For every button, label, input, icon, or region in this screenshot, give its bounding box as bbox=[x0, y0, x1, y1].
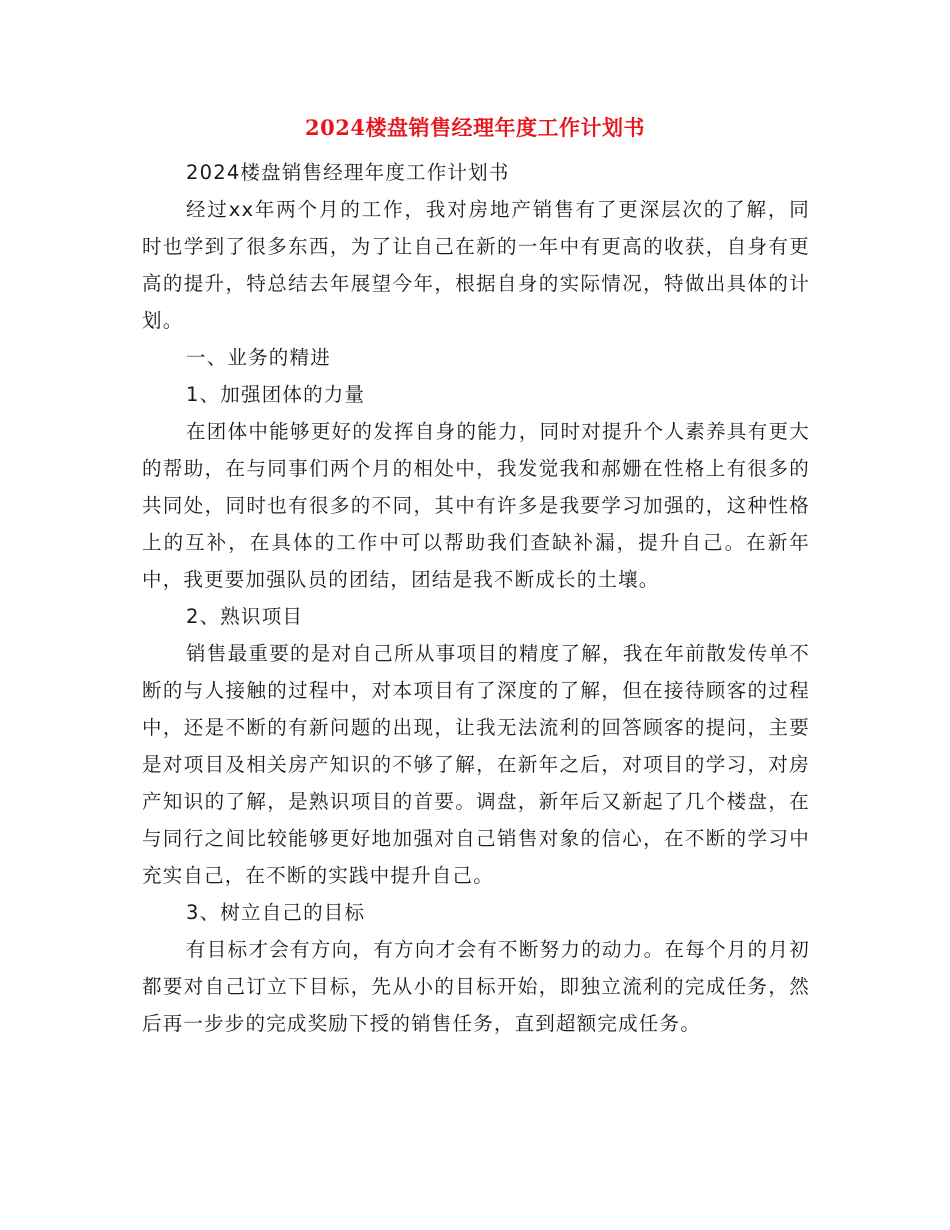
section-heading: 一、业务的精进 bbox=[186, 346, 331, 369]
document-body bbox=[142, 154, 810, 1042]
subsection-heading: 1、加强团体的力量 bbox=[186, 383, 366, 406]
body-paragraph: 销售最重要的是对自己所从事项目的精度了解，我在年前散发传单不断的与人接触的过程中，对本项目有了深度的了解，但在接待顾客的过程中，还是不断的有新问题的出现，让我无法流利的回答顾客的提问，主要是对项目及相关房产知识的不够了解，在新年之后，对项目的学习，对房产知识的了解，是熟识项目的首要。调盘，新年后又新起了几个楼盘，在与同行之间比较能够更好地加强对自己销售对象的信心，在不断的学习中充实自己，在不断的实践中提升自己。 bbox=[142, 642, 810, 887]
document-title: 2024楼盘销售经理年度工作计划书 bbox=[305, 115, 645, 140]
body-paragraph: 有目标才会有方向，有方向才会有不断努力的动力。在每个月的月初都要对自己订立下目标，先从小的目标开始，即独立流利的完成任务，然后再一步步的完成奖励下授的销售任务，直到超额完成任务。 bbox=[142, 938, 810, 1035]
body-paragraph: 在团体中能够更好的发挥自身的能力，同时对提升个人素养具有更大的帮助，在与同事们两个月的相处中，我发觉我和郝姗在性格上有很多的共同处，同时也有很多的不同，其中有许多是我要学习加强的，这种性格上的互补，在具体的工作中可以帮助我们查缺补漏，提升自己。在新年中，我更要加强队员的团结，团结是我不断成长的土壤。 bbox=[142, 420, 810, 591]
intro-paragraph: 经过xx年两个月的工作，我对房地产销售有了更深层次的了解，同时也学到了很多东西，为了让自己在新的一年中有更高的收获，自身有更高的提升，特总结去年展望今年，根据自身的实际情况，特做出具体的计划。 bbox=[142, 198, 810, 332]
subsection-heading: 2、熟识项目 bbox=[186, 605, 304, 628]
subsection-heading: 3、树立自己的目标 bbox=[186, 901, 366, 924]
subtitle-paragraph: 2024楼盘销售经理年度工作计划书 bbox=[186, 161, 510, 184]
